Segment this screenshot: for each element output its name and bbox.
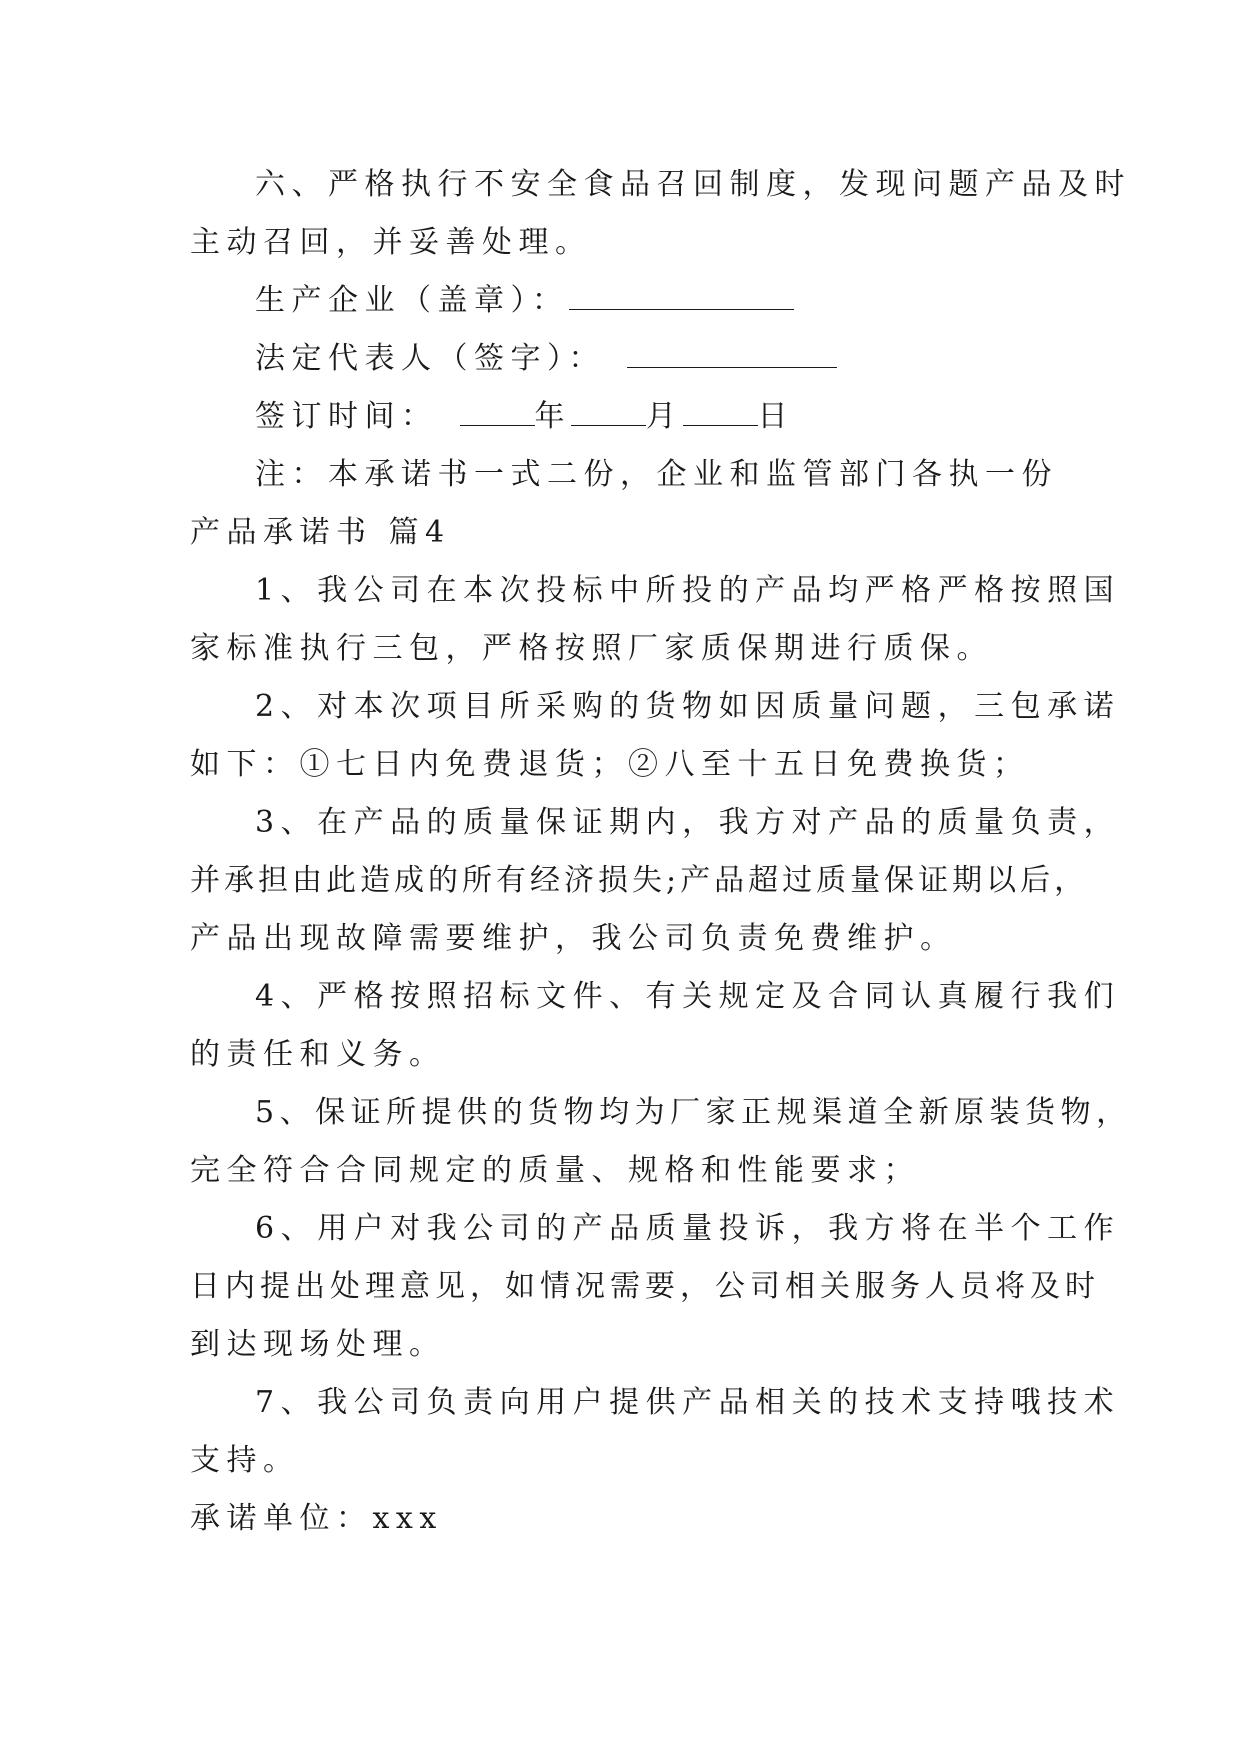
clause-6-line3: 到达现场处理。 [190, 1327, 446, 1362]
clause-7-line1: 7、我公司负责向用户提供产品相关的技术支持哦技术 [255, 1385, 1121, 1420]
legal-rep-field [255, 339, 837, 379]
company-seal-blank [569, 285, 794, 310]
clause-5-line2: 完全符合合同规定的质量、规格和性能要求； [190, 1153, 920, 1188]
clause-2-line2: 如下：①七日内免费退货；②八至十五日免费换货； [190, 747, 1030, 782]
legal-rep-label: 法定代表人（签字）： [255, 341, 605, 376]
clause-3-line3: 产品出现故障需要维护，我公司负责免费维护。 [190, 921, 957, 956]
clause-3-line2: 并承担由此造成的所有经济损失;产品超过质量保证期以后， [190, 863, 1089, 898]
clause-1-line2: 家标准执行三包，严格按照厂家质保期进行质保。 [190, 631, 993, 666]
promisor-unit: 承诺单位：xxx [190, 1501, 443, 1536]
clause-6-line1: 6、用户对我公司的产品质量投诉，我方将在半个工作 [255, 1211, 1121, 1246]
clause-6-line2: 日内提出处理意见，如情况需要，公司相关服务人员将及时 [190, 1269, 1100, 1304]
copies-note: 注：本承诺书一式二份，企业和监管部门各执一份 [255, 457, 1058, 492]
clause-4-line1: 4、严格按照招标文件、有关规定及合同认真履行我们 [255, 979, 1121, 1014]
clause-3-line1: 3、在产品的质量保证期内，我方对产品的质量负责， [255, 805, 1121, 840]
clause-2-line1: 2、对本次项目所采购的货物如因质量问题，三包承诺 [255, 689, 1121, 724]
day-blank [683, 401, 758, 426]
clause-4-line2: 的责任和义务。 [190, 1037, 446, 1072]
clause-1-line1: 1、我公司在本次投标中所投的产品均严格严格按照国 [255, 573, 1121, 608]
item6-line2: 主动召回，并妥善处理。 [190, 225, 592, 260]
day-label: 日 [757, 399, 794, 434]
month-label: 月 [646, 399, 683, 434]
legal-rep-blank [627, 343, 837, 368]
sign-date-field [255, 397, 794, 437]
sign-date-label: 签订时间： [255, 399, 438, 434]
clause-7-line2: 支持。 [190, 1443, 300, 1478]
company-seal-field [255, 281, 794, 321]
clause-5-line1: 5、保证所提供的货物均为厂家正规渠道全新原装货物， [255, 1095, 1132, 1130]
month-blank [571, 401, 646, 426]
section-heading: 产品承诺书 篇4 [190, 515, 451, 550]
company-seal-label: 生产企业（盖章）： [255, 283, 569, 318]
year-blank [460, 401, 535, 426]
year-label: 年 [534, 399, 571, 434]
item6-line1: 六、严格执行不安全食品召回制度，发现问题产品及时 [255, 167, 1131, 202]
